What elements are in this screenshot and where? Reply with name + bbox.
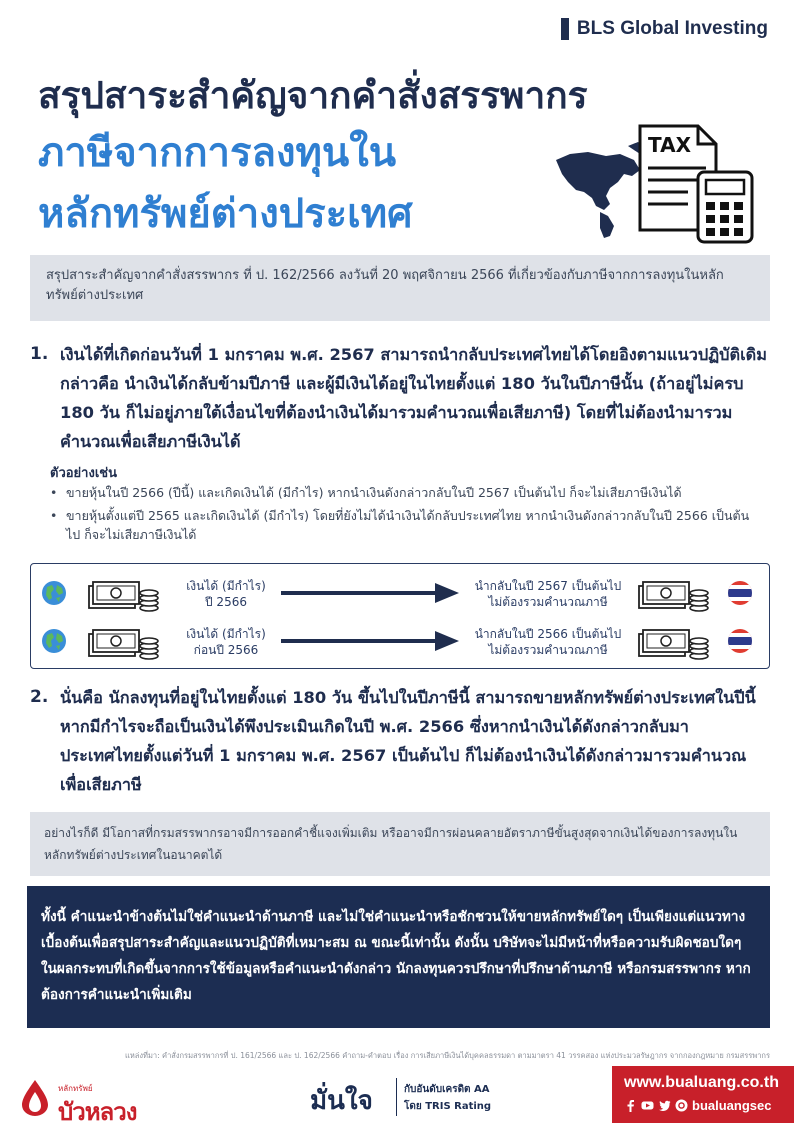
- gain-label: [171, 626, 281, 658]
- tax-text: TAX: [648, 133, 691, 157]
- example-item: • ขายหุ้นในปี 2566 (ปีนี้) และเกิดเงินได้ (มีกำไร) หากนำเงินดังกล่าวกลับในปี 2567 เป็นต้นไป ก็จะไม่เสียภาษีเงินได้: [50, 483, 762, 502]
- note-box: อย่างไรก็ดี มีโอกาสที่กรมสรรพากรอาจมีการออกคำชี้แจงเพิ่มเติม หรืออาจมีการผ่อนคลายอัตราภาษีขั้นสูงสุดจากเงินได้ของการลงทุนในหลักทรัพย์ต่างประเทศในอนาคตได้: [30, 812, 770, 876]
- globe-icon: [41, 628, 67, 654]
- gain-label-line2: ก่อนปี 2566: [193, 643, 259, 657]
- right-arrow-icon: [279, 630, 461, 652]
- gain-label: [171, 578, 281, 610]
- calculator-icon: [698, 172, 752, 242]
- point-1-number: 1.: [30, 344, 49, 364]
- title-line-2: ภาษีจากการลงทุนใน: [38, 130, 397, 176]
- thai-flag-icon: [727, 628, 753, 654]
- result-label-line2: ไม่ต้องรวมคำนวณภาษี: [488, 595, 608, 609]
- footer: [0, 1066, 794, 1123]
- right-arrow-icon: [279, 582, 461, 604]
- flow-row: [31, 570, 769, 618]
- brand-bar: [561, 18, 569, 40]
- point-2-number: 2.: [30, 687, 49, 707]
- social-links: [624, 1098, 771, 1113]
- money-stack-icon: [85, 576, 161, 614]
- youtube-icon[interactable]: [641, 1099, 654, 1112]
- facebook-icon[interactable]: [624, 1099, 637, 1112]
- result-label: [463, 626, 633, 658]
- point-1: [30, 340, 768, 456]
- contact-panel: [612, 1066, 794, 1123]
- gain-label-line1: เงินได้ (มีกำไร): [186, 627, 266, 641]
- social-handle[interactable]: bualuangsec: [692, 1098, 772, 1113]
- twitter-icon[interactable]: [658, 1099, 671, 1112]
- logo-small-text: หลักทรัพย์: [58, 1084, 93, 1093]
- bualuang-logo[interactable]: [20, 1070, 170, 1123]
- examples-heading: ตัวอย่างเช่น: [50, 466, 117, 481]
- rating-line-1: กับอันดับเครดิต AA: [404, 1084, 490, 1095]
- confidence-word: มั่นใจ: [310, 1086, 373, 1116]
- thai-flag-icon: [727, 580, 753, 606]
- divider: [396, 1078, 397, 1116]
- rating-line-2: โดย TRIS Rating: [404, 1101, 492, 1112]
- disclaimer-box: ทั้งนี้ คำแนะนำข้างต้นไม่ใช่คำแนะนำด้านภาษี และไม่ใช่คำแนะนำหรือชักชวนให้ขายหลักทรัพย์ใดๆ เป็นเพียงแต่แนวทางเบื้องต้นเพื่อสรุปสาระสำคัญและแนวปฏิบัติที่เหมาะสม ณ ขณะนี้เท่านั้น ดังนั้น บริษัทจะไม่มีหน้าที่หรือความรับผิดชอบใดๆ ในผลกระทบที่เกิดขึ้นจากการใช้ข้อมูลหรือคำแนะนำดังกล่าว นักลงทุนควรปรึกษาที่ปรึกษาด้านภาษี หรือกรมสรรพากร หากต้องการคำแนะนำเพิ่มเติม: [27, 886, 770, 1028]
- logo-main-text: บัวหลวง: [58, 1099, 137, 1123]
- gain-label-line2: ปี 2566: [205, 595, 247, 609]
- money-stack-icon: [635, 576, 711, 614]
- result-label: [463, 578, 633, 610]
- result-label-line2: ไม่ต้องรวมคำนวณภาษี: [488, 643, 608, 657]
- money-stack-icon: [635, 624, 711, 662]
- result-label-line1: นำกลับในปี 2566 เป็นต้นไป: [474, 627, 622, 641]
- globe-icon: [41, 580, 67, 606]
- brand-name: BLS Global Investing: [576, 18, 768, 39]
- point-1-text: เงินได้ที่เกิดก่อนวันที่ 1 มกราคม พ.ศ. 2567 สามารถนำกลับประเทศไทยได้โดยอิงตามแนวปฏิบัติเดิม กล่าวคือ นำเงินได้กลับข้ามปีภาษี และผู้มีเงินได้อยู่ในไทยตั้งแต่ 180 วันในปีภาษีนั้น (ถ้าอยู่ไม่ครบ 180 วัน ก็ไม่อยู่ภายใต้เงื่อนไขที่ต้องนำเงินได้มารวมคำนวณเพื่อเสียภาษี) โดยที่ไม่ต้องนำมารวมคำนวณเพื่อเสียภาษีเงินได้: [60, 345, 767, 451]
- instagram-icon[interactable]: [675, 1099, 688, 1112]
- title-line-1: สรุปสาระสำคัญจากคำสั่งสรรพากร: [38, 74, 588, 117]
- lotus-drop-icon: [20, 1078, 50, 1116]
- website-link[interactable]: www.bualuang.co.th: [624, 1074, 779, 1091]
- point-2-text: นั่นคือ นักลงทุนที่อยู่ในไทยตั้งแต่ 180 วัน ขึ้นไปในปีภาษีนี้ สามารถขายหลักทรัพย์ต่างประเทศในปีนี้ หากมีกำไรจะถือเป็นเงินได้พึงประเมินเกิดในปี พ.ศ. 2566 ซึ่งหากนำเงินได้ดังกล่าวกลับมาประเทศไทยตั้งแต่วันที่ 1 มกราคม พ.ศ. 2567 เป็นต้นไป ก็ไม่ต้องนำเงินได้ดังกล่าวมารวมคำนวณเพื่อเสียภาษี: [60, 688, 756, 794]
- credit-rating-badge: [310, 1072, 510, 1118]
- source-citation: แหล่งที่มา: คำสั่งกรมสรรพากรที่ ป. 161/2566 และ ป. 162/2566 คำถาม-คำตอบ เรื่อง การเสียภาษีเงินได้บุคคลธรรมดา ตามมาตรา 41 วรรคสอง แห่งประมวลรัษฎากร จากกองกฎหมาย กรมสรรพากร: [125, 1051, 770, 1060]
- money-stack-icon: [85, 624, 161, 662]
- title-line-3: หลักทรัพย์ต่างประเทศ: [38, 191, 413, 237]
- result-label-line1: นำกลับในปี 2567 เป็นต้นไป: [474, 579, 622, 593]
- flow-row: [31, 618, 769, 666]
- world-map-icon: [556, 142, 646, 238]
- flow-diagram: [30, 563, 770, 669]
- examples-list: [50, 483, 762, 548]
- point-2: [30, 683, 768, 799]
- summary-box: สรุปสาระสำคัญจากคำสั่งสรรพากร ที่ ป. 162/2566 ลงวันที่ 20 พฤศจิกายน 2566 ที่เกี่ยวข้องกับภาษีจากการลงทุนในหลักทรัพย์ต่างประเทศ: [30, 255, 770, 321]
- example-item: • ขายหุ้นตั้งแต่ปี 2565 และเกิดเงินได้ (มีกำไร) โดยที่ยังไม่ได้นำเงินได้กลับประเทศไทย หากนำเงินดังกล่าวกลับในปี 2566 เป็นต้นไป ก็จะไม่เสียภาษีเงินได้: [50, 506, 762, 544]
- tax-illustration: [548, 118, 758, 248]
- brand-header: [561, 18, 768, 40]
- gain-label-line1: เงินได้ (มีกำไร): [186, 579, 266, 593]
